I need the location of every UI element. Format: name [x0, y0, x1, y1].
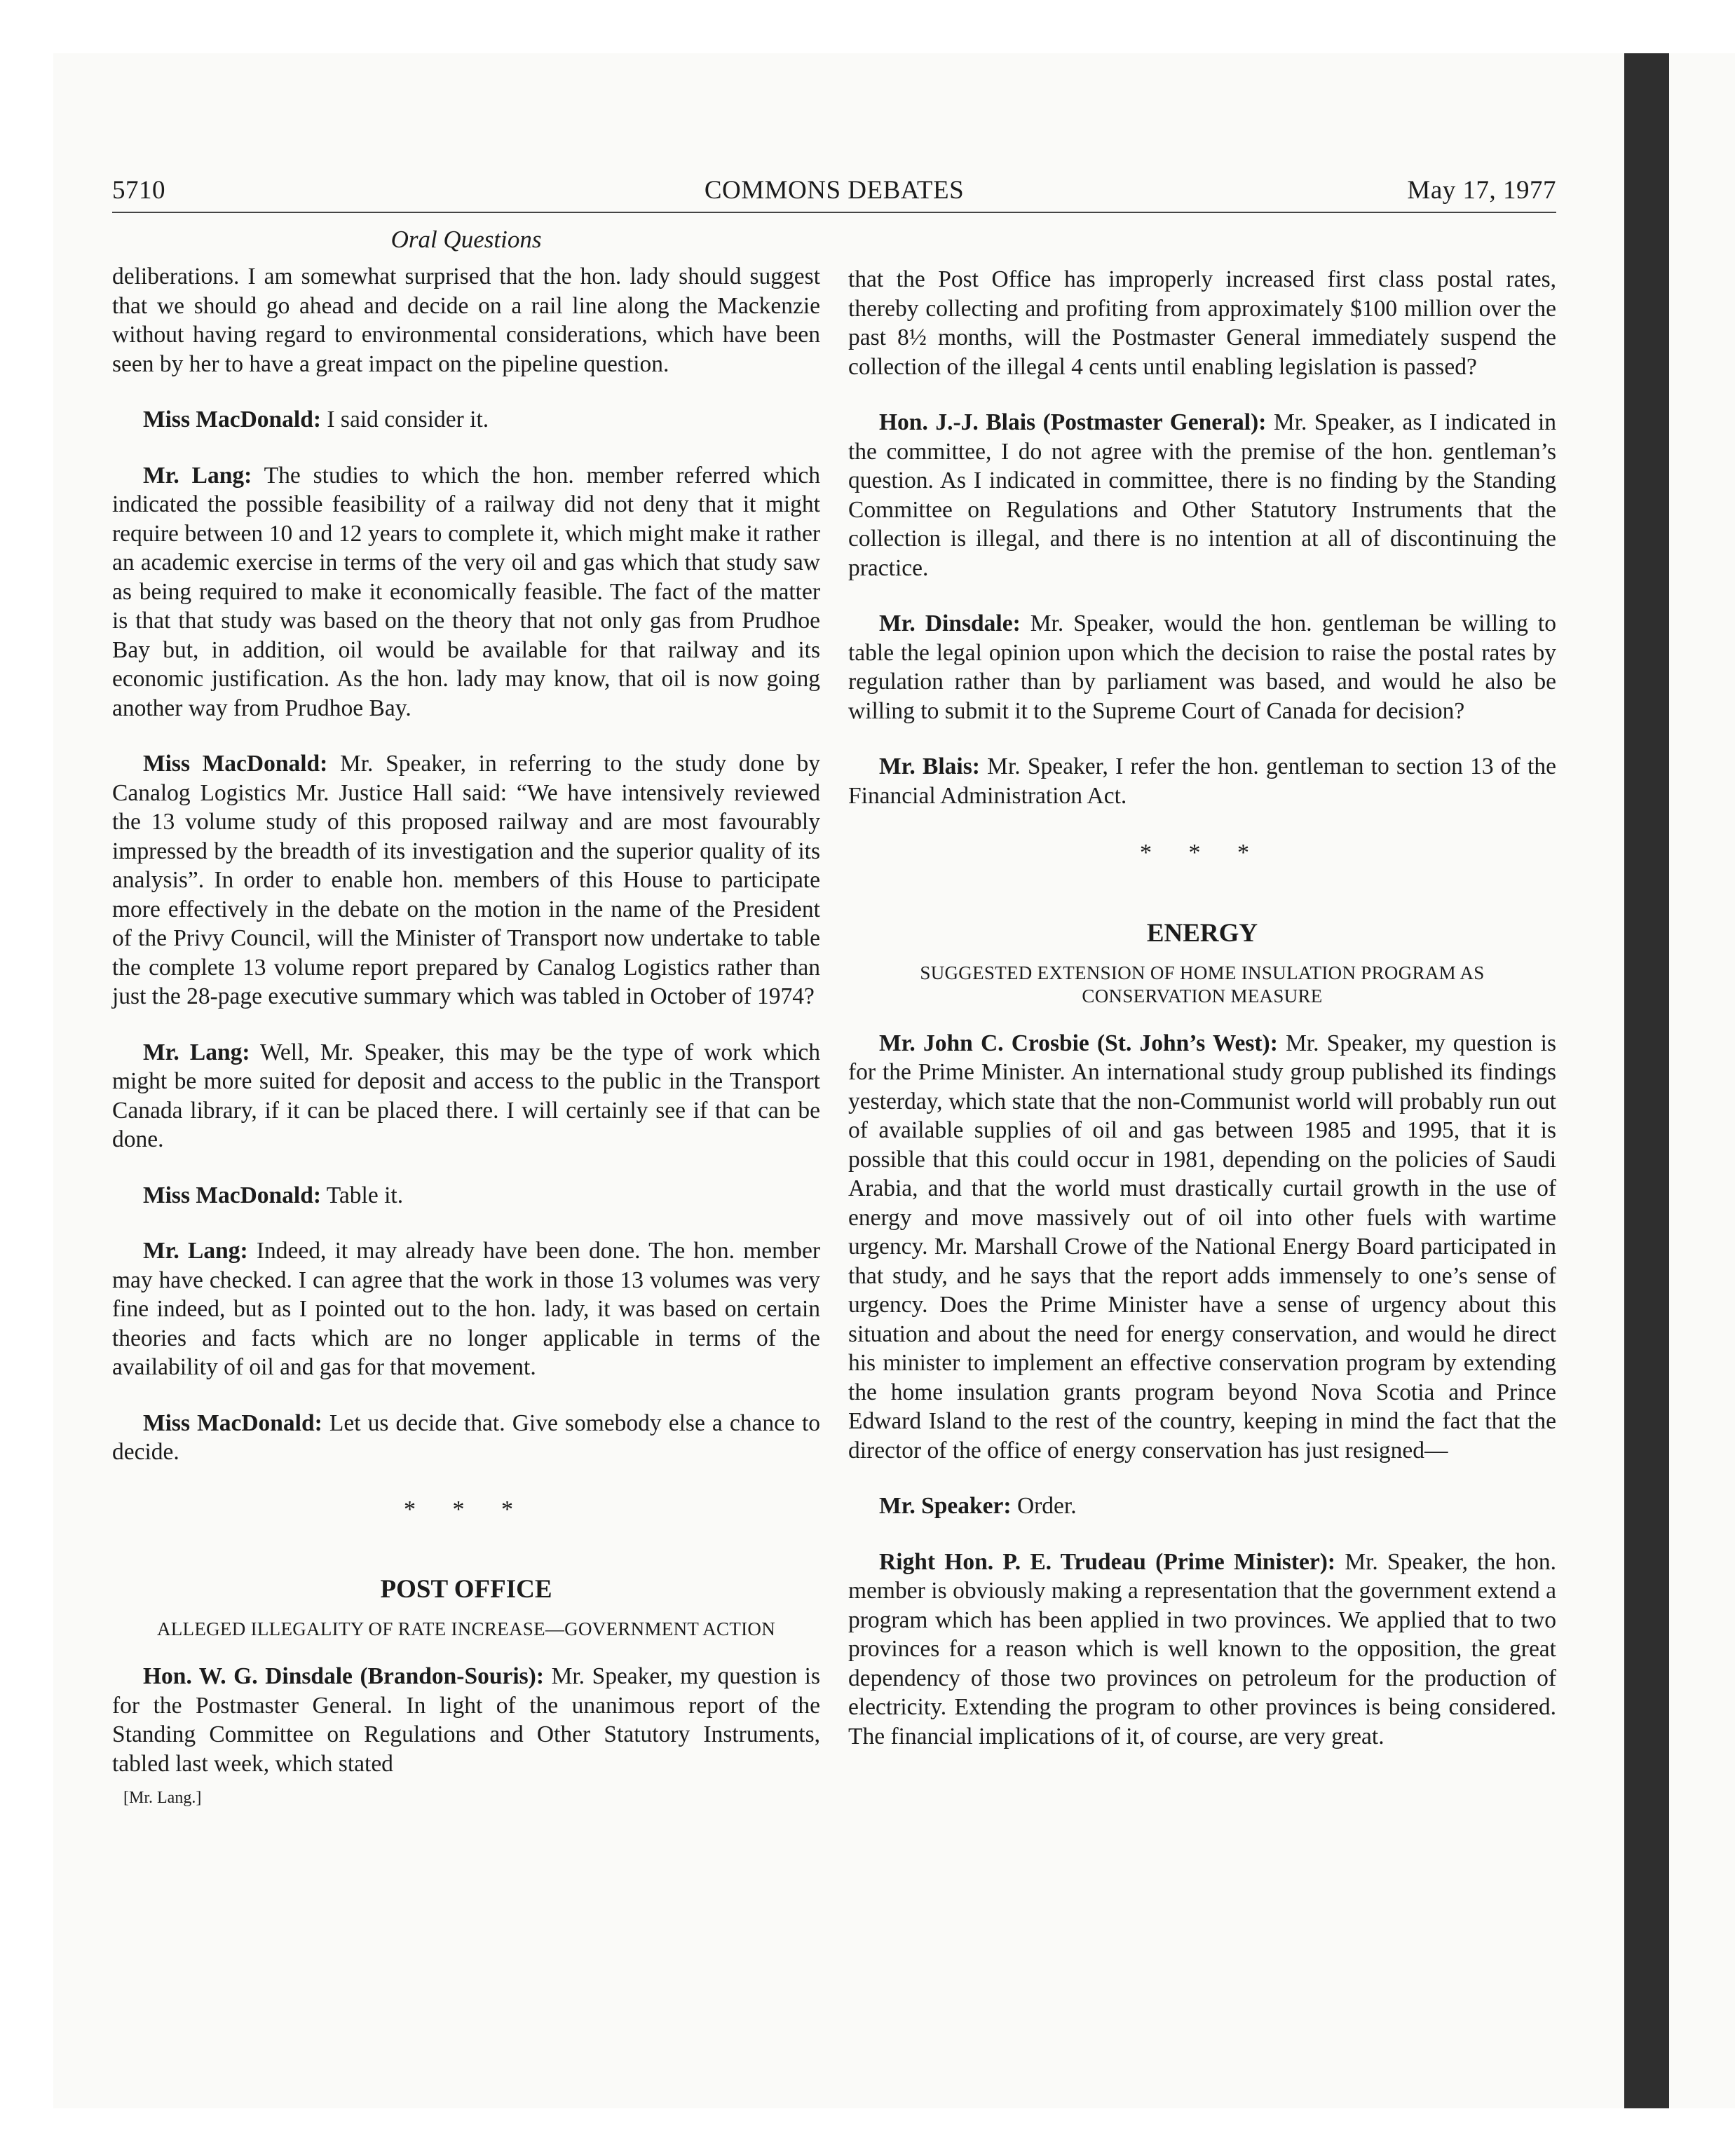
- paragraph-text: I said consider it.: [321, 407, 489, 432]
- paragraph: [848, 1029, 1556, 1466]
- paragraph: [112, 1662, 820, 1778]
- paragraph-text: Mr. Speaker, my question is for the Postmaster General. In light of the unanimous report of the Standing Committee on Regulations and Other Statutory Instruments, tabled last week, which stated: [112, 1663, 820, 1777]
- speaker-name: Mr. Lang:: [143, 1238, 248, 1264]
- paragraph: [112, 749, 820, 1011]
- paragraph: [112, 1409, 820, 1467]
- page-number: 5710: [112, 176, 165, 205]
- paragraph-text: The studies to which the hon. member referred which indicated the possible feasibility of a railway did not deny that it might require between 10 and 12 years to complete it, which might make it rather an academic exercise in terms of the very oil and gas which that study saw as being required to make it economically feasible. The fact of the matter is that that study was based on the theory that not only gas from Prudhoe Bay but, in addition, oil would be available for that railway and its economic justification. As the hon. lady may know, that oil is now going another way from Prudhoe Bay.: [112, 462, 821, 721]
- paragraph-text: Mr. Speaker, the hon. member is obviously making a representation that the government extend a program which has been applied in two provinces. We applied that to two provinces for a reason which is well known to the opposition, the great dependency of those two provinces on petroleum for the production of electricity. Extending the program to other provinces is being considered. The financial implications of it, of course, are very great.: [848, 1548, 1556, 1749]
- paragraph: [112, 1038, 820, 1154]
- speaker-name: Miss MacDonald:: [143, 407, 322, 432]
- speaker-name: Hon. W. G. Dinsdale (Brandon-Souris):: [143, 1663, 544, 1689]
- right-column: [848, 265, 1556, 1778]
- paragraph: [848, 1548, 1556, 1752]
- running-head: Oral Questions: [390, 226, 542, 253]
- speaker-name: Hon. J.-J. Blais (Postmaster General):: [879, 409, 1267, 435]
- speaker-name: Mr. Speaker:: [879, 1493, 1012, 1519]
- publication-title: COMMONS DEBATES: [704, 176, 965, 205]
- paragraph-text: Mr. Speaker, in referring to the study done by Canalog Logistics Mr. Justice Hall said: “We have intensively reviewed the 13 volume study of this proposed railway and are most favourably impressed by the breadth of its investigation and the superior quality of its analysis”. In order to enable hon. members of this House to participate more effectively in the debate on the motion in the name of the President of the Privy Council, will the Minister of Transport now undertake to table the complete 13 volume report prepared by Canalog Logistics rather than just the 28-page executive summary which was tabled in October of 1974?: [112, 751, 820, 1009]
- paragraph: [112, 405, 820, 435]
- paragraph: [848, 609, 1556, 725]
- speaker-name: Miss MacDonald:: [143, 1182, 322, 1208]
- speaker-name: Mr. Lang:: [143, 1039, 250, 1065]
- paragraph: [112, 1236, 820, 1382]
- scan-margin-top: [0, 0, 1735, 53]
- paragraph: [848, 265, 1556, 381]
- paragraph-text: Mr. Speaker, my question is for the Prime Minister. An international study group published its findings yesterday, which state that the non-Communist world will probably run out of available supplies of oil and gas between 1985 and 1995, that it is possible that this could occur in 1981, depending on the policies of Saudi Arabia, and that the world must drastically curtail growth in the use of energy and move massively out of oil into other fuels with wartime urgency. Mr. Marshall Crowe of the National Energy Board participated in that study, and he says that the report adds immensely to one’s sense of urgency. Does the Prime Minister have a sense of urgency about this situation and about the need for energy conservation, and would he direct his minister to implement an effective conservation program by extending the home insulation grants program beyond Nova Scotia and Prince Edward Island to the rest of the country, keeping in mind the fact that the director of the office of energy conservation has just resigned—: [848, 1030, 1556, 1464]
- paragraph: [112, 262, 820, 378]
- header-rule: [112, 212, 1556, 213]
- section-subtitle: ALLEGED ILLEGALITY OF RATE INCREASE—GOVERNMENT ACTION: [156, 1618, 776, 1639]
- paragraph-text: Mr. Speaker, as I indicated in the committee, I do not agree with the premise of the hon. gentleman’s question. As I indicated in committee, there is no finding by the Standing Committee on Regulations and Other Statutory Instruments that the collection is illegal, and there is no intention at all of discontinuing the practice.: [848, 409, 1557, 581]
- scan-margin-bottom: [0, 2108, 1735, 2156]
- speaker-name: Miss MacDonald:: [143, 1410, 322, 1436]
- section-separator: * * *: [404, 1496, 529, 1522]
- section-separator: * * *: [1140, 840, 1265, 866]
- paragraph: [112, 461, 820, 723]
- scan-margin-left: [0, 0, 53, 2156]
- speaker-name: Mr. Blais:: [879, 753, 980, 779]
- speaker-name: Miss MacDonald:: [143, 751, 328, 777]
- paragraph: [112, 1181, 820, 1210]
- publication-date: May 17, 1977: [1407, 176, 1556, 205]
- section-title: ENERGY: [1146, 918, 1258, 948]
- paragraph: [848, 1492, 1556, 1521]
- scan-binding-shadow: [1624, 53, 1669, 2108]
- paragraph: [848, 408, 1556, 582]
- paragraph-text: Table it.: [321, 1182, 404, 1208]
- left-column: [112, 226, 820, 1808]
- paragraph-text: Indeed, it may already have been done. The hon. member may have checked. I can agree that the work in those 13 volumes was very fine indeed, but as I pointed out to the hon. lady, it was based on certain theories and facts which are no longer applicable in terms of the availability of oil and gas for that movement.: [112, 1238, 820, 1380]
- speaker-name: Mr. Dinsdale:: [879, 610, 1021, 636]
- speaker-name: Mr. John C. Crosbie (St. John’s West):: [879, 1030, 1278, 1056]
- page-header: [112, 168, 1556, 207]
- paragraph-text: deliberations. I am somewhat surprised that the hon. lady should suggest that we should go ahead and decide on a rail line along the Mackenzie without having regard to environmental considerations, which have been seen by her to have a great impact on the pipeline question.: [112, 264, 820, 377]
- speaker-name: Mr. Lang:: [143, 462, 252, 489]
- paragraph-text: Mr. Speaker, would the hon. gentleman be willing to table the legal opinion upon which the decision to raise the postal rates by regulation rather than by parliament was based, and would he also be willing to submit it to the Supreme Court of Canada for decision?: [848, 610, 1556, 724]
- paragraph-text: Let us decide that. Give somebody else a chance to decide.: [112, 1410, 821, 1465]
- paragraph-text: Mr. Speaker, I refer the hon. gentleman to section 13 of the Financial Administration Act.: [848, 753, 1556, 809]
- section-title: POST OFFICE: [380, 1575, 552, 1604]
- paragraph-text: that the Post Office has improperly increased first class postal rates, thereby collecting and profiting from approximately $100 million over the past 8½ months, will the Postmaster General immediately suspend the collection of the illegal 4 cents until enabling legislation is passed?: [848, 266, 1556, 380]
- speaker-name: Right Hon. P. E. Trudeau (Prime Minister):: [879, 1548, 1336, 1575]
- paragraph-text: Well, Mr. Speaker, this may be the type of work which might be more suited for deposit and access to the public in the Transport Canada library, if it can be placed there. I will certainly see if that can be done.: [112, 1039, 820, 1152]
- page-footnote: [Mr. Lang.]: [123, 1789, 202, 1807]
- section-subtitle: SUGGESTED EXTENSION OF HOME INSULATION PROGRAM AS CONSERVATION MEASURE: [920, 962, 1485, 1007]
- paragraph-text: Order.: [1011, 1493, 1077, 1519]
- paragraph: [848, 752, 1556, 810]
